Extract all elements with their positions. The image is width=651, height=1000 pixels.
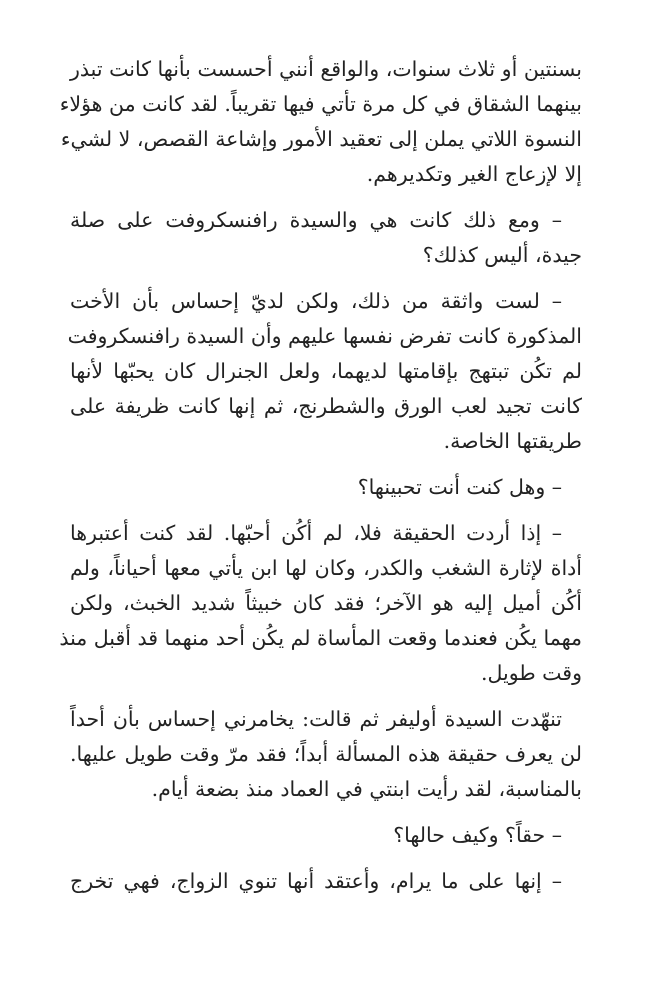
text-line: وقت طويل. bbox=[481, 661, 582, 685]
text-line: – ومع ذلك كانت هي والسيدة رافنسكروفت على صلة bbox=[70, 208, 562, 232]
text-line: – إنها على ما يرام، وأعتقد أنها تنوي الزواج، فهي تخرج bbox=[70, 869, 562, 893]
text-line: – حقاً؟ وكيف حالها؟ bbox=[393, 823, 562, 847]
text-line: بالمناسبة، لقد رأيت ابنتي في العماد منذ بضعة أيام. bbox=[151, 777, 582, 801]
text-line: أكُن أميل إليه هو الآخر؛ فقد كان خبيثاً شديد الخبث، ولكن bbox=[70, 591, 582, 615]
paragraph bbox=[70, 818, 582, 853]
text-line: طريقتها الخاصة. bbox=[443, 429, 582, 453]
text-line: لم تكُن تبتهج بإقامتها لديهما، ولعل الجنرال كان يحبّها لأنها bbox=[70, 359, 582, 383]
paragraph bbox=[70, 203, 582, 273]
paragraph bbox=[70, 702, 582, 807]
paragraph bbox=[67, 284, 582, 459]
text-line: مهما يكُن فعندما وقعت المأساة لم يكُن أحد منهما قد أقبل منذ bbox=[59, 626, 582, 650]
text-line: كانت تجيد لعب الورق والشطرنج، ثم إنها كانت ظريفة على bbox=[70, 394, 582, 418]
text-line: – وهل كنت أنت تحبينها؟ bbox=[357, 475, 562, 499]
text-line: بينهما الشقاق في كل مرة تأتي فيها تقريباً. لقد كانت من هؤلاء bbox=[59, 92, 582, 116]
text-line: إلا لإزعاج الغير وتكديرهم. bbox=[366, 162, 582, 186]
text-line: بسنتين أو ثلاث سنوات، والواقع أنني أحسست بأنها كانت تبذر bbox=[70, 57, 582, 81]
text-line: – لست واثقة من ذلك، ولكن لديّ إحساس بأن الأخت bbox=[70, 289, 562, 313]
book-page bbox=[59, 52, 582, 899]
paragraph bbox=[70, 864, 582, 899]
text-line: جيدة، أليس كذلك؟ bbox=[422, 243, 582, 267]
text-line: تنهّدت السيدة أوليفر ثم قالت: يخامرني إحساس بأن أحداً bbox=[70, 707, 562, 731]
paragraph bbox=[59, 52, 582, 192]
text-line: أداة لإثارة الشغب والكدر، وكان لها ابن يأتي معها أحياناً، ولم bbox=[70, 556, 582, 580]
text-line: النسوة اللاتي يملن إلى تعقيد الأمور وإشاعة القصص، لا لشيء bbox=[60, 127, 582, 151]
paragraph bbox=[59, 516, 582, 691]
paragraph bbox=[70, 470, 582, 505]
text-line: – إذا أردت الحقيقة فلا، لم أكُن أحبّها. لقد كنت أعتبرها bbox=[70, 521, 562, 545]
text-line: لن يعرف حقيقة هذه المسألة أبداً؛ فقد مرّ وقت طويل عليها. bbox=[70, 742, 582, 766]
text-line: المذكورة كانت تفرض نفسها عليهم وأن السيدة رافنسكروفت bbox=[67, 324, 582, 348]
